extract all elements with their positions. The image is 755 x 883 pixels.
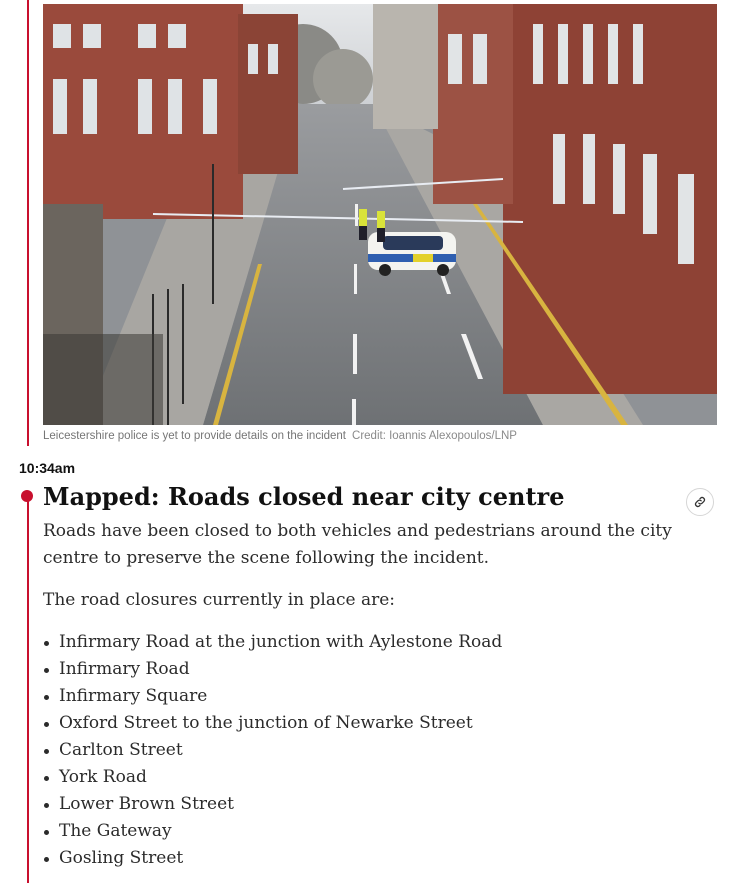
photo-credit: Credit: Ioannis Alexopoulos/LNP xyxy=(352,430,517,442)
caption-text: Leicestershire police is yet to provide details on the incident xyxy=(43,430,347,442)
road-closure-item: The Gateway xyxy=(43,818,693,845)
timeline-line xyxy=(27,500,29,883)
road-closures-list xyxy=(43,629,693,872)
road-closure-item: Lower Brown Street xyxy=(43,791,693,818)
post-paragraph: The road closures currently in place are: xyxy=(43,590,396,610)
article-photo xyxy=(43,4,717,425)
road-closure-item: Infirmary Road xyxy=(43,656,693,683)
road-closure-item: Infirmary Square xyxy=(43,683,693,710)
post-paragraph: Roads have been closed to both vehicles and pedestrians around the city centre to preserve the scene following the incident. xyxy=(43,521,672,568)
timeline-dot xyxy=(21,490,33,502)
post-timestamp: 10:34am xyxy=(19,460,76,476)
road-closure-item: York Road xyxy=(43,764,693,791)
post-body xyxy=(43,518,693,872)
road-closure-item: Carlton Street xyxy=(43,737,693,764)
post-headline: Mapped: Roads closed near city centre xyxy=(43,482,565,511)
copy-link-button[interactable] xyxy=(686,488,714,516)
photo-caption xyxy=(43,430,517,442)
road-closure-item: Oxford Street to the junction of Newarke Street xyxy=(43,710,693,737)
road-closure-item: Infirmary Road at the junction with Aylestone Road xyxy=(43,629,693,656)
timeline-line xyxy=(27,0,29,446)
road-closure-item: Gosling Street xyxy=(43,845,693,872)
link-icon xyxy=(693,495,707,509)
